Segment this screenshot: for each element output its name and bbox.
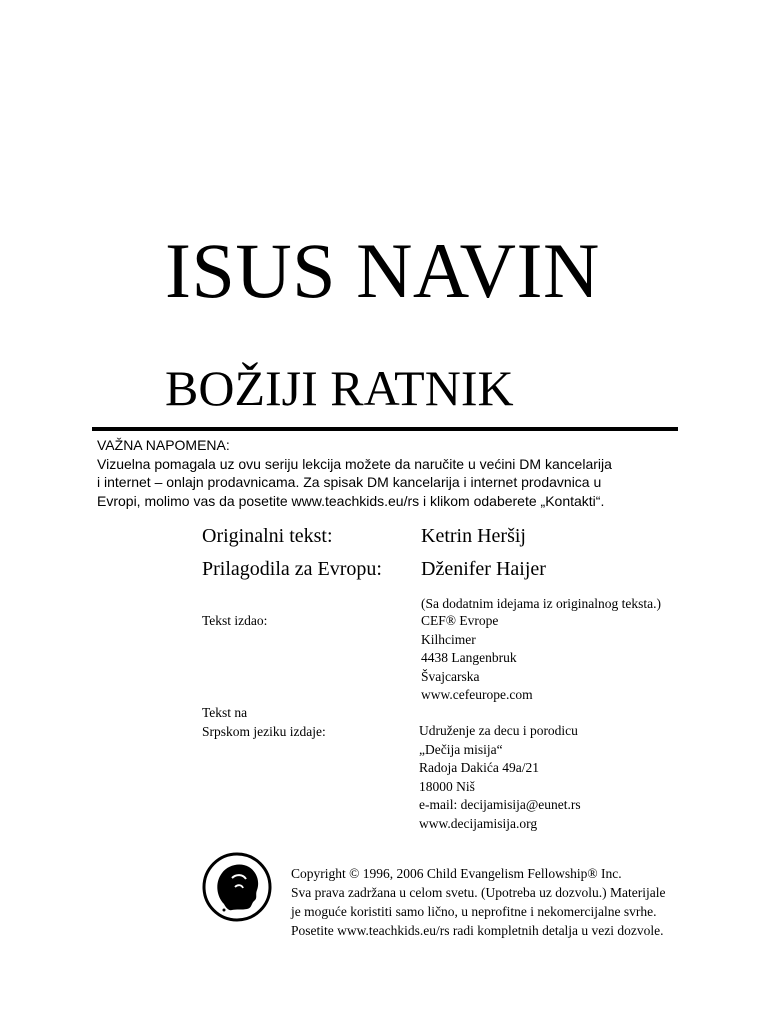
address-line: CEF® Evrope bbox=[421, 613, 499, 628]
adaptation-note: (Sa dodatnim idejama iz originalnog teksta.) bbox=[421, 596, 661, 611]
page-title: ISUS NAVIN bbox=[165, 227, 600, 314]
original-text-author: Ketrin Heršij bbox=[421, 525, 526, 547]
important-notice bbox=[97, 436, 612, 510]
address-line: Radoja Dakića 49a/21 bbox=[419, 760, 539, 775]
address-line: „Dečija misija“ bbox=[419, 741, 503, 757]
address-line: 18000 Niš bbox=[419, 778, 475, 794]
copyright-notice bbox=[291, 864, 665, 940]
copyright-line: Sva prava zadržana u celom svetu. (Upotreba uz dozvolu.) Materijale bbox=[291, 885, 666, 900]
notice-heading: VAŽNA NAPOMENA: bbox=[97, 437, 230, 453]
page-subtitle: BOŽIJI RATNIK bbox=[165, 360, 514, 416]
serbian-publisher-label bbox=[202, 704, 326, 741]
address-line: Udruženje za decu i porodicu bbox=[419, 723, 578, 738]
copyright-line: Copyright © 1996, 2006 Child Evangelism Fellowship® Inc. bbox=[291, 866, 622, 881]
adapted-label: Prilagodila za Evropu: bbox=[202, 558, 382, 580]
publisher-label: Tekst izdao: bbox=[202, 613, 268, 628]
address-line: Švajcarska bbox=[421, 668, 480, 684]
adapted-author: Dženifer Haijer bbox=[421, 558, 546, 580]
cef-logo-icon bbox=[202, 852, 272, 922]
address-line: 4438 Langenbruk bbox=[421, 650, 517, 665]
copyright-line: je moguće koristiti samo lično, u neprofitne i nekomercijalne svrhe. bbox=[291, 904, 657, 919]
serbian-publisher-address bbox=[419, 722, 581, 833]
label-line: Srpskom jeziku izdaje: bbox=[202, 723, 326, 739]
address-line: e-mail: decijamisija@eunet.rs bbox=[419, 797, 581, 812]
address-line: www.cefeurope.com bbox=[421, 687, 533, 702]
label-line: Tekst na bbox=[202, 705, 248, 720]
notice-line: Evropi, molimo vas da posetite www.teachkids.eu/rs i klikom odaberete „Kontakti“. bbox=[97, 492, 605, 509]
copyright-line: Posetite www.teachkids.eu/rs radi kompletnih detalja u vezi dozvole. bbox=[291, 923, 664, 938]
original-text-label: Originalni tekst: bbox=[202, 525, 333, 547]
title-divider bbox=[92, 427, 678, 431]
notice-line: i internet – onlajn prodavnicama. Za spisak DM kancelarija i internet prodavnica u bbox=[97, 474, 602, 490]
address-line: Kilhcimer bbox=[421, 631, 476, 647]
publisher-address bbox=[421, 612, 533, 705]
notice-line: Vizuelna pomagala uz ovu seriju lekcija možete da naručite u većini DM kancelarija bbox=[97, 455, 612, 472]
address-line: www.decijamisija.org bbox=[419, 815, 538, 831]
